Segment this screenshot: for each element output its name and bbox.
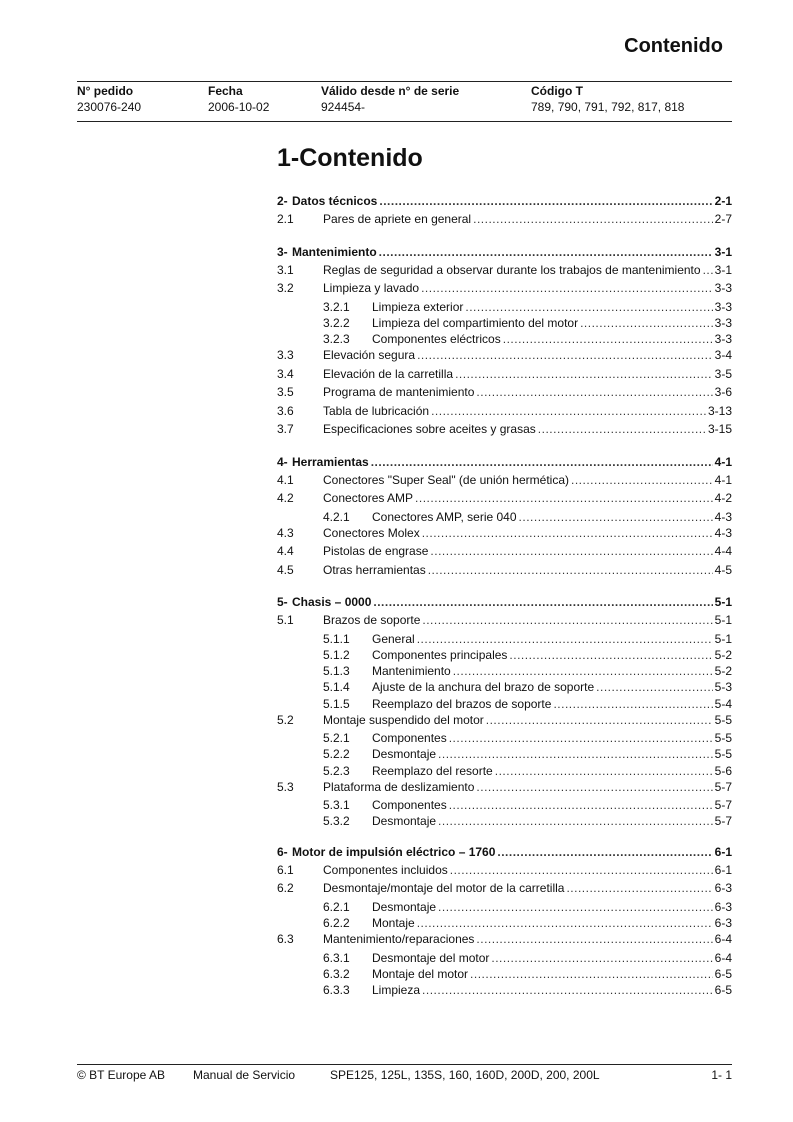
toc-entry-page: 3-1 [714, 262, 732, 277]
toc-entry-number: 3.1 [277, 262, 294, 277]
toc-entry-number: 5.2.2 [323, 747, 350, 762]
toc-entry-title: Reemplazo del resorte [372, 763, 493, 778]
toc-subsection-entry[interactable] [277, 332, 732, 348]
toc-entry-number: 3.5 [277, 385, 294, 400]
toc-dot-leader [428, 563, 713, 577]
toc-entry-title: Componentes eléctricos [372, 331, 501, 346]
toc-entry-page: 5-7 [714, 814, 732, 829]
toc-subsection-entry[interactable] [277, 814, 732, 830]
toc-entry-number: 4.5 [277, 562, 294, 577]
toc-entry-title: Desmontaje/montaje del motor de la carretilla [323, 881, 565, 896]
toc-entry-title: Mantenimiento/reparaciones [323, 932, 475, 946]
toc-entry-title: Limpieza [372, 982, 421, 997]
toc-dot-leader [449, 798, 713, 812]
date-value: 2006-10-02 [208, 100, 270, 114]
toc-dot-leader [422, 613, 712, 627]
toc-entry-page: 3-1 [714, 244, 732, 259]
footer-models: SPE125, 125L, 135S, 160, 160D, 200D, 200, 200L [330, 1068, 600, 1082]
toc-dot-leader [430, 544, 712, 558]
footer-rule [77, 1064, 732, 1065]
toc-entry-number: 4- [277, 454, 288, 469]
toc-entry-number: 4.2 [277, 491, 294, 506]
toc-dot-leader [491, 951, 712, 965]
toc-section-entry[interactable] [277, 780, 732, 799]
toc-entry-page: 6-1 [714, 862, 732, 877]
toc-entry-page: 2-1 [714, 194, 732, 208]
toc-subsection-entry[interactable] [277, 300, 732, 316]
toc-section-entry[interactable] [277, 713, 732, 732]
toc-entry-title: Montaje [372, 915, 415, 930]
toc-entry-number: 5.3 [277, 779, 294, 794]
toc-chapter-entry[interactable] [277, 455, 732, 473]
toc-entry-number: 6.2.2 [323, 915, 350, 930]
toc-entry-page: 4-4 [714, 544, 732, 559]
toc-dot-leader [509, 648, 712, 662]
toc-section-entry[interactable] [277, 263, 732, 282]
toc-entry-page: 6-4 [714, 950, 732, 965]
toc-entry-number: 3.2 [277, 281, 294, 295]
toc-entry-page: 6-3 [714, 915, 732, 930]
toc-dot-leader [538, 422, 706, 436]
toc-dot-leader [596, 680, 713, 694]
toc-entry-page: 2-7 [714, 212, 732, 226]
footer-page-number: 1- 1 [711, 1068, 732, 1082]
toc-entry-title: Datos técnicos [292, 194, 378, 208]
toc-entry-title: Elevación segura [323, 348, 416, 363]
toc-chapter-entry[interactable] [277, 595, 732, 613]
toc-entry-page: 5-2 [714, 664, 732, 679]
toc-dot-leader [417, 916, 713, 930]
toc-dot-leader [438, 900, 713, 914]
toc-dot-leader [703, 263, 713, 277]
toc-section-entry[interactable] [277, 422, 732, 441]
toc-section-entry[interactable] [277, 367, 732, 386]
toc-entry-page: 6-1 [714, 844, 732, 859]
toc-dot-leader [455, 367, 713, 381]
footer-manual: Manual de Servicio [193, 1068, 296, 1082]
toc-dot-leader [476, 385, 712, 399]
toc-entry-number: 5.2 [277, 712, 294, 727]
toc-entry-page: 6-3 [714, 881, 732, 896]
toc-entry-page: 4-5 [714, 562, 732, 577]
toc-section-entry[interactable] [277, 932, 732, 951]
toc-dot-leader [371, 455, 713, 469]
order-label: N° pedido [77, 84, 134, 98]
document-title: 1-Contenido [277, 144, 423, 172]
toc-entry-number: 6.3.3 [323, 982, 350, 997]
toc-entry-page: 3-3 [714, 315, 732, 330]
toc-subsection-entry[interactable] [277, 632, 732, 648]
toc-subsection-entry[interactable] [277, 967, 732, 983]
toc-dot-leader [379, 245, 713, 259]
toc-entry-number: 3.7 [277, 422, 294, 437]
toc-entry-title: Componentes [372, 731, 447, 746]
toc-entry-title: Mantenimiento [292, 244, 377, 259]
toc-entry-number: 4.4 [277, 544, 294, 559]
toc-entry-title: General [372, 631, 415, 646]
toc-entry-title: Conectores "Super Seal" (de unión hermética) [323, 472, 569, 487]
toc-dot-leader [476, 780, 712, 794]
toc-entry-title: Desmontaje [372, 814, 437, 829]
toc-dot-leader [422, 526, 713, 540]
toc-entry-page: 6-5 [714, 966, 732, 981]
toc-entry-number: 5.3.2 [323, 814, 350, 829]
toc-dot-leader [438, 747, 713, 761]
toc-dot-leader [431, 404, 706, 418]
toc-entry-title: Conectores Molex [323, 525, 420, 540]
toc-dot-leader [580, 316, 713, 330]
toc-entry-title: Plataforma de deslizamiento [323, 779, 475, 794]
toc-entry-page: 5-5 [714, 731, 732, 746]
toc-section-entry[interactable] [277, 473, 732, 492]
toc-chapter-entry[interactable] [277, 845, 732, 863]
meta-rule [77, 121, 732, 122]
toc-section-entry[interactable] [277, 881, 732, 900]
toc-entry-number: 5.1.4 [323, 680, 350, 695]
toc-dot-leader [476, 932, 712, 946]
toc-entry-title: Limpieza exterior [372, 299, 464, 314]
serial-value: 924454- [321, 100, 366, 114]
toc-entry-title: Desmontaje del motor [372, 950, 490, 965]
toc-entry-title: Componentes principales [372, 647, 508, 662]
toc-subsection-entry[interactable] [277, 983, 732, 999]
serial-label: Válido desde n° de serie [321, 84, 460, 98]
toc-entry-title: Mantenimiento [372, 664, 451, 679]
toc-entry-page: 5-2 [714, 647, 732, 662]
toc-subsection-entry[interactable] [277, 680, 732, 696]
toc-entry-number: 6.3.2 [323, 966, 350, 981]
table-of-contents [277, 194, 732, 999]
toc-subsection-entry[interactable] [277, 316, 732, 332]
toc-subsection-entry[interactable] [277, 747, 732, 763]
toc-entry-title: Conectores AMP, serie 040 [372, 509, 517, 524]
toc-entry-number: 4.1 [277, 472, 294, 487]
toc-subsection-entry[interactable] [277, 648, 732, 664]
toc-entry-title: Montaje del motor [372, 966, 469, 981]
toc-entry-number: 5.1.2 [323, 647, 350, 662]
toc-dot-leader [449, 731, 713, 745]
toc-section-entry[interactable] [277, 544, 732, 563]
toc-dot-leader [422, 983, 713, 997]
toc-entry-number: 3.4 [277, 366, 294, 381]
toc-dot-leader [473, 212, 713, 226]
toc-entry-page: 5-7 [714, 798, 732, 813]
toc-subsection-entry[interactable] [277, 764, 732, 780]
toc-entry-page: 4-3 [714, 525, 732, 540]
toc-entry-page: 5-7 [714, 779, 732, 794]
toc-chapter-entry[interactable] [277, 194, 732, 212]
toc-section-entry[interactable] [277, 863, 732, 882]
toc-subsection-entry[interactable] [277, 510, 732, 526]
toc-entry-title: Reemplazo del brazos de soporte [372, 696, 552, 711]
page-header-title: Contenido [624, 35, 723, 57]
toc-entry-number: 3.2.1 [323, 299, 350, 314]
toc-entry-title: Limpieza del compartimiento del motor [372, 315, 579, 330]
toc-subsection-entry[interactable] [277, 664, 732, 680]
toc-entry-page: 5-5 [714, 712, 732, 727]
toc-entry-title: Brazos de soporte [323, 613, 421, 628]
toc-entry-title: Reglas de seguridad a observar durante los trabajos de mantenimiento [323, 262, 701, 277]
toc-entry-title: Herramientas [292, 454, 369, 469]
toc-entry-title: Programa de mantenimiento [323, 385, 475, 400]
code-value: 789, 790, 791, 792, 817, 818 [531, 100, 685, 114]
toc-dot-leader [438, 814, 713, 828]
toc-section-entry[interactable] [277, 212, 732, 231]
toc-dot-leader [566, 881, 712, 895]
toc-entry-title: Limpieza y lavado [323, 281, 420, 295]
toc-entry-number: 5.1.3 [323, 664, 350, 679]
toc-entry-title: Desmontaje [372, 899, 437, 914]
toc-dot-leader [519, 510, 713, 524]
toc-entry-page: 3-3 [714, 299, 732, 314]
toc-dot-leader [571, 473, 713, 487]
toc-dot-leader [497, 845, 712, 859]
toc-entry-page: 3-5 [714, 366, 732, 381]
toc-subsection-entry[interactable] [277, 900, 732, 916]
toc-entry-page: 3-3 [714, 331, 732, 346]
toc-dot-leader [553, 697, 712, 711]
toc-subsection-entry[interactable] [277, 731, 732, 747]
toc-entry-page: 5-5 [714, 747, 732, 762]
toc-section-entry[interactable] [277, 491, 732, 510]
toc-entry-page: 3-15 [707, 422, 732, 437]
toc-chapter-entry[interactable] [277, 245, 732, 263]
toc-entry-number: 3.3 [277, 348, 294, 363]
toc-subsection-entry[interactable] [277, 951, 732, 967]
toc-entry-number: 5- [277, 595, 288, 610]
toc-entry-number: 4.3 [277, 525, 294, 540]
toc-entry-page: 3-4 [714, 348, 732, 363]
toc-entry-page: 5-4 [714, 696, 732, 711]
toc-entry-title: Tabla de lubricación [323, 403, 430, 418]
toc-entry-title: Elevación de la carretilla [323, 366, 454, 381]
toc-entry-number: 3.6 [277, 403, 294, 418]
toc-entry-number: 5.3.1 [323, 798, 350, 813]
toc-entry-number: 3.2.3 [323, 331, 350, 346]
toc-dot-leader [486, 713, 713, 727]
toc-dot-leader [465, 300, 712, 314]
toc-subsection-entry[interactable] [277, 697, 732, 713]
toc-dot-leader [373, 595, 712, 609]
toc-dot-leader [450, 863, 713, 877]
code-label: Código T [531, 84, 583, 98]
toc-entry-page: 5-1 [714, 595, 732, 610]
toc-entry-page: 4-3 [714, 509, 732, 524]
toc-entry-title: Ajuste de la anchura del brazo de soporte [372, 680, 595, 695]
toc-section-entry[interactable] [277, 613, 732, 632]
toc-entry-number: 6.2 [277, 881, 294, 896]
toc-dot-leader [415, 491, 713, 505]
toc-entry-page: 4-2 [714, 491, 732, 506]
toc-entry-number: 6- [277, 844, 288, 859]
toc-entry-title: Pistolas de engrase [323, 544, 429, 559]
toc-entry-page: 5-1 [714, 613, 732, 628]
toc-section-entry[interactable] [277, 281, 732, 300]
toc-entry-title: Desmontaje [372, 747, 437, 762]
toc-section-entry[interactable] [277, 385, 732, 404]
toc-entry-page: 3-13 [707, 403, 732, 418]
toc-entry-title: Componentes [372, 798, 447, 813]
toc-entry-page: 4-1 [714, 454, 732, 469]
toc-entry-page: 5-6 [714, 763, 732, 778]
toc-entry-number: 5.1.5 [323, 696, 350, 711]
toc-entry-page: 3-6 [714, 385, 732, 400]
toc-entry-number: 5.2.1 [323, 731, 350, 746]
toc-entry-page: 5-1 [714, 631, 732, 646]
order-value: 230076-240 [77, 100, 142, 114]
toc-entry-page: 6-5 [714, 982, 732, 997]
toc-dot-leader [503, 332, 713, 346]
toc-entry-title: Otras herramientas [323, 562, 426, 577]
toc-dot-leader [417, 632, 713, 646]
toc-entry-number: 6.1 [277, 862, 294, 877]
toc-entry-number: 4.2.1 [323, 509, 350, 524]
toc-section-entry[interactable] [277, 526, 732, 545]
toc-subsection-entry[interactable] [277, 798, 732, 814]
toc-entry-number: 6.3 [277, 932, 294, 946]
toc-entry-number: 3- [277, 244, 288, 259]
toc-dot-leader [421, 281, 713, 295]
toc-subsection-entry[interactable] [277, 916, 732, 932]
toc-entry-page: 3-3 [714, 281, 732, 295]
footer-copyright: © BT Europe AB [77, 1068, 166, 1082]
toc-entry-page: 6-3 [714, 899, 732, 914]
toc-dot-leader [453, 664, 713, 678]
toc-entry-title: Especificaciones sobre aceites y grasas [323, 422, 536, 437]
toc-entry-number: 5.1.1 [323, 631, 350, 646]
toc-entry-page: 4-1 [714, 472, 732, 487]
toc-entry-page: 5-3 [714, 680, 732, 695]
toc-entry-number: 5.2.3 [323, 763, 350, 778]
toc-entry-title: Montaje suspendido del motor [323, 712, 484, 727]
toc-entry-number: 6.3.1 [323, 950, 350, 965]
toc-entry-title: Componentes incluidos [323, 862, 448, 877]
toc-section-entry[interactable] [277, 404, 732, 423]
toc-dot-leader [495, 764, 713, 778]
toc-section-entry[interactable] [277, 348, 732, 367]
toc-entry-number: 2.1 [277, 212, 294, 226]
toc-entry-number: 6.2.1 [323, 899, 350, 914]
toc-entry-number: 3.2.2 [323, 315, 350, 330]
toc-dot-leader [470, 967, 713, 981]
toc-entry-title: Motor de impulsión eléctrico – 1760 [292, 844, 496, 859]
toc-entry-number: 2- [277, 194, 288, 208]
toc-section-entry[interactable] [277, 563, 732, 582]
header-rule [77, 81, 732, 82]
toc-dot-leader [379, 194, 712, 208]
toc-entry-number: 5.1 [277, 613, 294, 628]
toc-entry-title: Conectores AMP [323, 491, 414, 506]
toc-entry-title: Chasis – 0000 [292, 595, 372, 610]
date-label: Fecha [208, 84, 243, 98]
toc-entry-page: 6-4 [714, 932, 732, 946]
toc-dot-leader [417, 348, 713, 362]
toc-entry-title: Pares de apriete en general [323, 212, 472, 226]
